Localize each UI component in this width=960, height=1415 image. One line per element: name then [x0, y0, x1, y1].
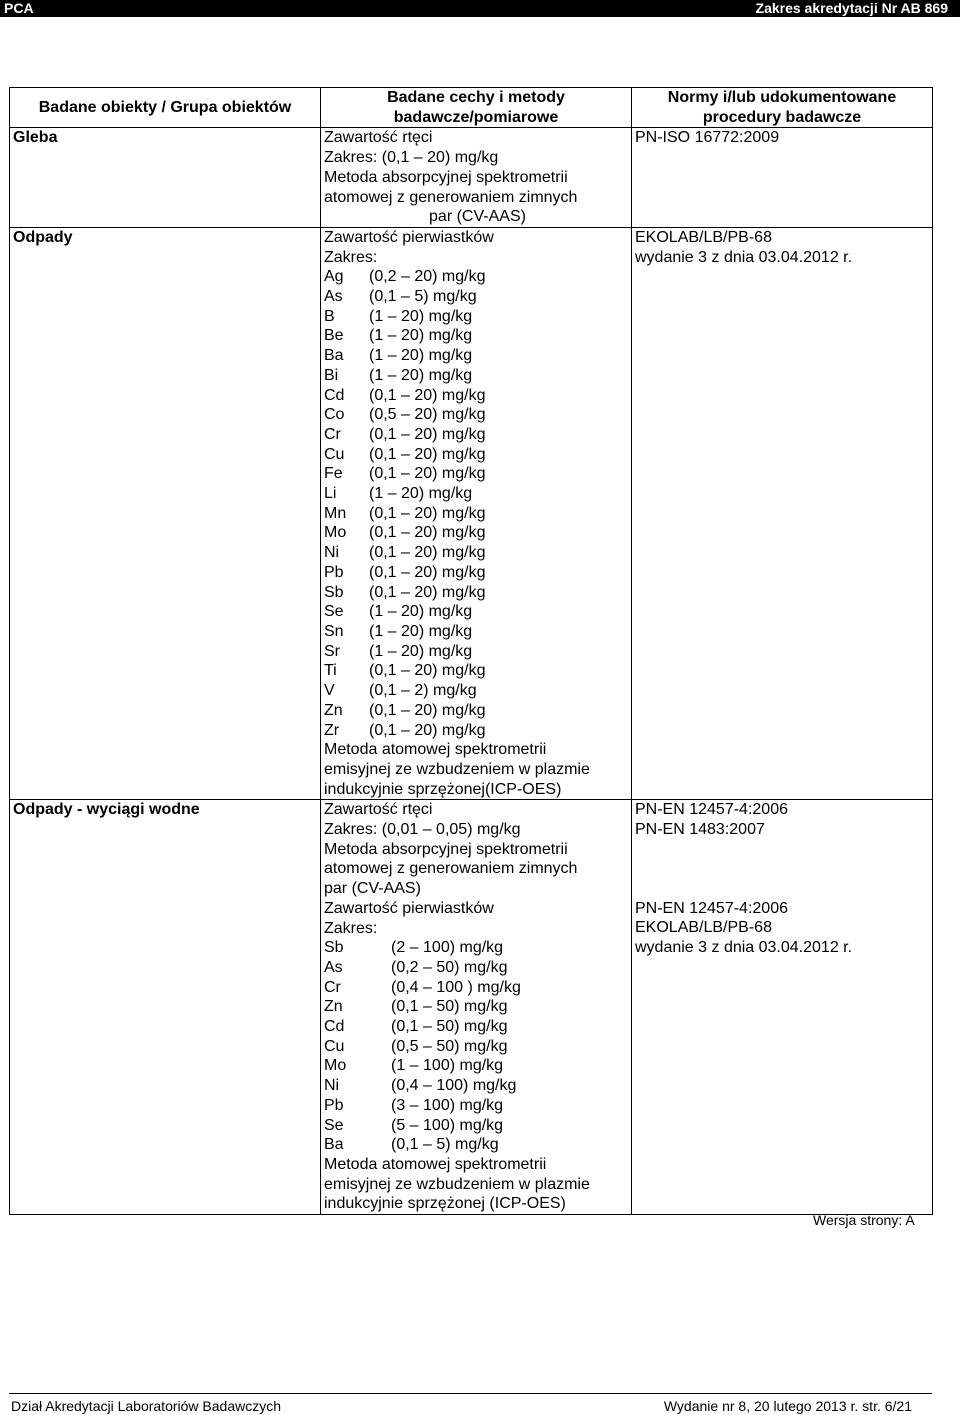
element-range: (1 – 20) mg/kg — [369, 485, 473, 503]
method-cell — [321, 800, 632, 1215]
element-symbol: Pb — [324, 1096, 344, 1114]
element-range-row — [324, 1056, 631, 1076]
object-name: Odpady - wyciągi wodne — [10, 800, 321, 1215]
element-range-row — [324, 543, 631, 563]
element-range-row — [324, 267, 631, 287]
element-symbol: Sb — [324, 939, 344, 957]
method-line: Zawartość pierwiastków — [324, 228, 494, 246]
element-range-row — [324, 405, 631, 425]
element-range-row — [324, 661, 631, 681]
element-range: (0,5 – 50) mg/kg — [391, 1037, 508, 1055]
method-line: Zakres: — [324, 919, 378, 937]
element-symbol: Cr — [324, 425, 341, 443]
method-line: Metoda absorpcyjnej spektrometrii — [324, 840, 568, 858]
element-range-row — [324, 307, 631, 327]
object-name: Gleba — [10, 128, 321, 228]
footer-left-label: Dział Akredytacji Laboratoriów Badawczych — [11, 1398, 282, 1414]
method-line: Zakres: — [324, 248, 378, 266]
element-range-row — [324, 681, 631, 701]
element-symbol: Sn — [324, 622, 344, 640]
element-range: (0,1 – 2) mg/kg — [369, 682, 477, 700]
element-range: (0,2 – 20) mg/kg — [369, 268, 486, 286]
element-symbol: Zn — [324, 998, 343, 1016]
object-name: Odpady — [10, 227, 321, 799]
element-symbol: Mo — [324, 1057, 347, 1075]
element-range: (0,1 – 20) mg/kg — [369, 504, 486, 522]
header-methods-line2: badawcze/pomiarowe — [393, 108, 559, 126]
element-range-row — [324, 1116, 631, 1136]
element-range-row — [324, 1076, 631, 1096]
method-line: par (CV-AAS) — [429, 208, 526, 226]
element-symbol: Ti — [324, 662, 337, 680]
element-range: (0,1 – 50) mg/kg — [391, 1018, 508, 1036]
element-symbol: V — [324, 682, 335, 700]
element-range-row — [324, 445, 631, 465]
element-symbol: Ba — [324, 347, 344, 365]
norm-line: wydanie 3 z dnia 03.04.2012 r. — [635, 248, 853, 266]
element-symbol: As — [324, 288, 343, 306]
element-symbol: Bi — [324, 366, 339, 384]
element-range-row — [324, 366, 631, 386]
element-symbol: Co — [324, 406, 345, 424]
element-range-row — [324, 1037, 631, 1057]
element-range: (0,4 – 100) mg/kg — [391, 1077, 517, 1095]
norm-line: EKOLAB/LB/PB-68 — [635, 919, 772, 937]
footer-right-label: Wydanie nr 8, 20 lutego 2013 r. str. 6/21 — [663, 1398, 912, 1414]
element-range: (1 – 100) mg/kg — [391, 1057, 504, 1075]
norm-line: wydanie 3 z dnia 03.04.2012 r. — [635, 939, 853, 957]
table-row — [10, 128, 933, 228]
element-range: (1 – 20) mg/kg — [369, 366, 473, 384]
element-symbol: Zn — [324, 701, 343, 719]
element-range-row — [324, 583, 631, 603]
element-range-row — [324, 563, 631, 583]
element-symbol: Mn — [324, 504, 347, 522]
element-symbol: Cu — [324, 1037, 345, 1055]
element-symbol: Be — [324, 327, 344, 345]
footer-divider — [9, 1393, 932, 1394]
header-right-label: Zakres akredytacji Nr AB 869 — [755, 0, 948, 16]
method-line: indukcyjnie sprzężonej (ICP-OES) — [324, 1195, 566, 1213]
method-line: Zakres: (0,01 – 0,05) mg/kg — [324, 821, 521, 839]
method-line: emisyjnej ze wzbudzeniem w plazmie — [324, 1175, 590, 1193]
element-range-row — [324, 701, 631, 721]
element-range-row — [324, 425, 631, 445]
element-range-row — [324, 346, 631, 366]
element-range: (0,1 – 20) mg/kg — [369, 465, 486, 483]
table-row — [10, 800, 933, 1215]
method-line: Metoda absorpcyjnej spektrometrii — [324, 168, 568, 186]
element-range-row — [324, 602, 631, 622]
element-range: (1 – 20) mg/kg — [369, 327, 473, 345]
element-range: (0,1 – 20) mg/kg — [369, 583, 486, 601]
element-range-row — [324, 997, 631, 1017]
element-symbol: Ni — [324, 544, 340, 562]
element-range: (0,1 – 20) mg/kg — [369, 662, 486, 680]
method-line: par (CV-AAS) — [324, 880, 421, 898]
element-symbol: Se — [324, 1116, 344, 1134]
element-range: (1 – 20) mg/kg — [369, 642, 473, 660]
method-line: indukcyjnie sprzężonej(ICP-OES) — [324, 780, 562, 798]
element-range: (0,1 – 20) mg/kg — [369, 386, 486, 404]
element-range-row — [324, 326, 631, 346]
element-symbol: Cr — [324, 978, 341, 996]
element-range: (0,2 – 50) mg/kg — [391, 958, 508, 976]
element-range: (0,1 – 20) mg/kg — [369, 701, 486, 719]
header-norms — [632, 88, 933, 128]
element-range: (0,1 – 20) mg/kg — [369, 425, 486, 443]
norm-cell — [632, 800, 933, 1215]
element-range: (0,1 – 20) mg/kg — [369, 524, 486, 542]
norm-spacer — [635, 879, 932, 899]
element-range: (1 – 20) mg/kg — [369, 307, 473, 325]
element-symbol: Sr — [324, 642, 340, 660]
element-symbol: Pb — [324, 563, 344, 581]
page-header-bar — [0, 0, 960, 17]
element-symbol: Cd — [324, 1018, 345, 1036]
element-symbol: Ni — [324, 1077, 340, 1095]
method-line: Zawartość rtęci — [324, 129, 433, 147]
element-range-row — [324, 642, 631, 662]
element-symbol: Li — [324, 485, 337, 503]
element-range-row — [324, 523, 631, 543]
element-range: (0,1 – 50) mg/kg — [391, 998, 508, 1016]
element-range-row — [324, 287, 631, 307]
element-range: (2 – 100) mg/kg — [391, 939, 504, 957]
norm-line: PN-EN 12457-4:2006 — [635, 899, 788, 917]
element-symbol: Cd — [324, 386, 345, 404]
header-norms-line1: Normy i/lub udokumentowane — [667, 89, 897, 106]
element-range: (0,5 – 20) mg/kg — [369, 406, 486, 424]
element-range-row — [324, 958, 631, 978]
table-row — [10, 227, 933, 799]
element-range-row — [324, 464, 631, 484]
method-cell — [321, 128, 632, 228]
element-symbol: Mo — [324, 524, 347, 542]
element-symbol: Fe — [324, 465, 343, 483]
element-range-row — [324, 504, 631, 524]
method-line: Zawartość rtęci — [324, 801, 433, 819]
element-range-row — [324, 622, 631, 642]
element-range: (1 – 20) mg/kg — [369, 603, 473, 621]
page-version: Wersja strony: A — [813, 1212, 915, 1228]
element-range: (0,1 – 20) mg/kg — [369, 721, 486, 739]
element-range: (3 – 100) mg/kg — [391, 1096, 504, 1114]
element-range: (0,1 – 20) mg/kg — [369, 563, 486, 581]
element-range-list — [324, 938, 631, 1155]
element-symbol: Cu — [324, 445, 345, 463]
method-line: Zawartość pierwiastków — [324, 899, 494, 917]
element-symbol: Se — [324, 603, 344, 621]
norm-line: PN-EN 1483:2007 — [635, 821, 765, 839]
element-symbol: As — [324, 958, 343, 976]
element-range: (1 – 20) mg/kg — [369, 347, 473, 365]
element-range-row — [324, 978, 631, 998]
element-range-row — [324, 484, 631, 504]
norm-cell — [632, 128, 933, 228]
method-line: Zakres: (0,1 – 20) mg/kg — [324, 149, 499, 167]
method-line: atomowej z generowaniem zimnych — [324, 188, 578, 206]
element-symbol: B — [324, 307, 335, 325]
element-symbol: Sb — [324, 583, 344, 601]
element-symbol: Zr — [324, 721, 340, 739]
element-range-row — [324, 386, 631, 406]
element-range-row — [324, 1017, 631, 1037]
method-line: Metoda atomowej spektrometrii — [324, 1155, 547, 1173]
accreditation-table — [9, 87, 933, 1215]
element-range: (0,1 – 20) mg/kg — [369, 445, 486, 463]
norm-spacer — [635, 859, 932, 879]
norm-line: PN-ISO 16772:2009 — [635, 129, 780, 147]
element-range-list — [324, 267, 631, 740]
method-cell — [321, 227, 632, 799]
header-methods — [321, 88, 632, 128]
element-range-row — [324, 938, 631, 958]
element-symbol: Ba — [324, 1136, 344, 1154]
norm-line: PN-EN 12457-4:2006 — [635, 801, 788, 819]
header-norms-line2: procedury badawcze — [702, 108, 862, 126]
element-range: (1 – 20) mg/kg — [369, 622, 473, 640]
element-range: (0,1 – 20) mg/kg — [369, 544, 486, 562]
norm-spacer — [635, 840, 932, 860]
element-range-row — [324, 1096, 631, 1116]
element-range: (0,1 – 5) mg/kg — [369, 288, 477, 306]
norm-line: EKOLAB/LB/PB-68 — [635, 228, 772, 246]
header-methods-line1: Badane cechy i metody — [387, 89, 565, 106]
table-header-row — [10, 88, 933, 128]
element-range: (0,1 – 5) mg/kg — [391, 1136, 499, 1154]
element-range: (5 – 100) mg/kg — [391, 1116, 504, 1134]
norm-cell — [632, 227, 933, 799]
element-range-row — [324, 721, 631, 741]
element-range-row — [324, 1135, 631, 1155]
method-line: atomowej z generowaniem zimnych — [324, 860, 578, 878]
method-line: emisyjnej ze wzbudzeniem w plazmie — [324, 760, 590, 778]
header-left-label: PCA — [4, 0, 34, 16]
element-symbol: Ag — [324, 268, 344, 286]
header-objects: Badane obiekty / Grupa obiektów — [10, 88, 321, 128]
element-range: (0,4 – 100 ) mg/kg — [391, 978, 521, 996]
method-line: Metoda atomowej spektrometrii — [324, 741, 547, 759]
